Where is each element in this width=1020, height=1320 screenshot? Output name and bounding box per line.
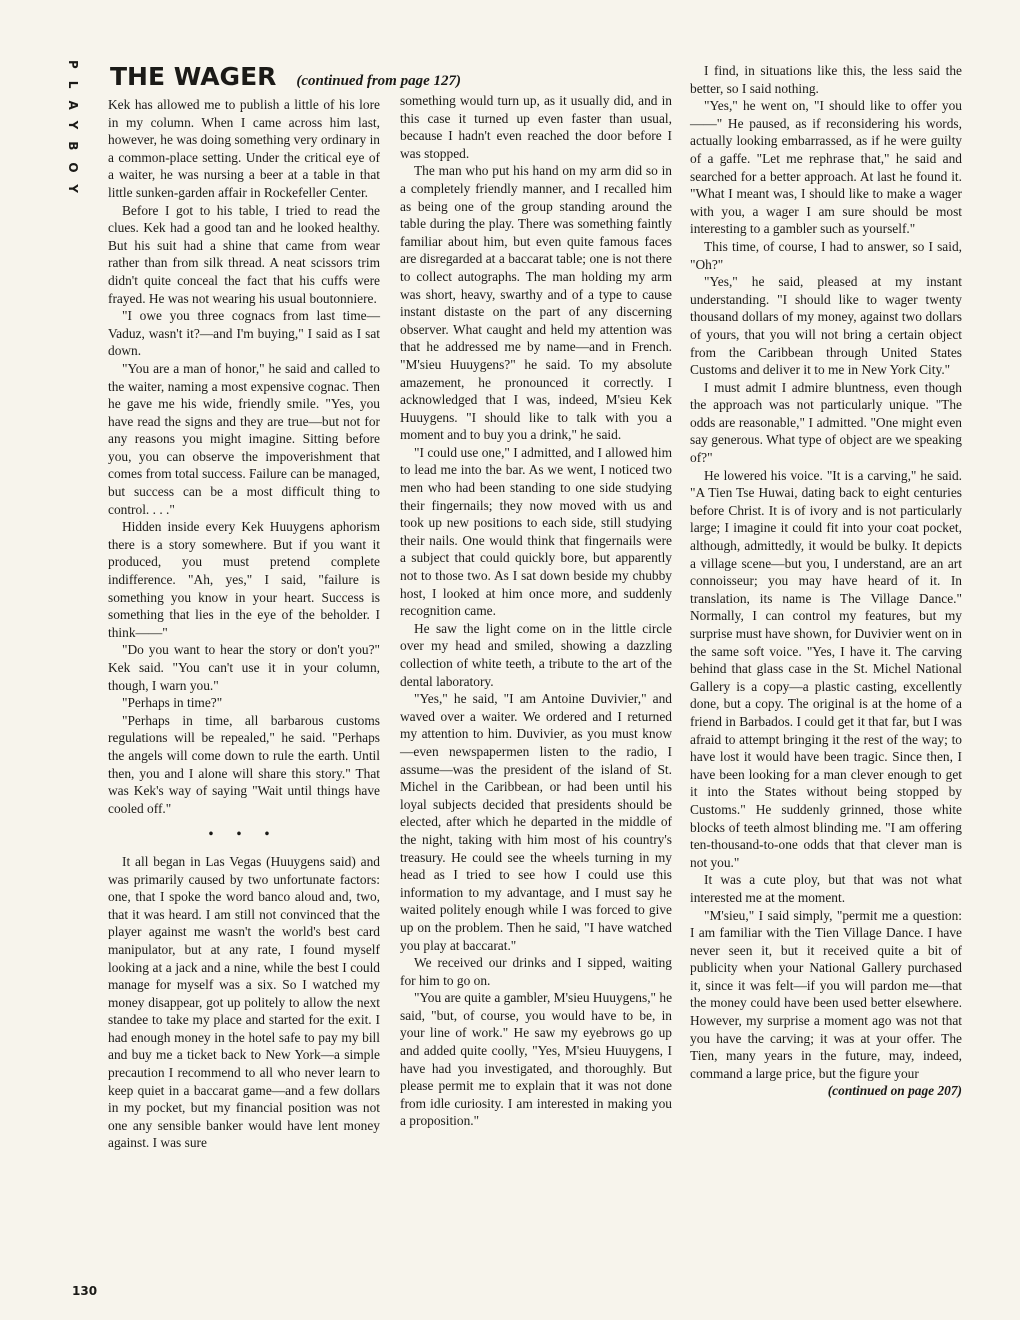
title-row [110,62,510,92]
paragraph: something would turn up, as it usually did, and in this case it turned up even faster than usual, because I hadn't even reached the door before I was stopped. [400,93,672,161]
paragraph: The man who put his hand on my arm did so in a completely friendly manner, and I recalled him as being one of the group standing around the table during the play. There was something faintly familiar about him, but even quite famous faces are disregarded at a baccarat table; one is not there to collect autographs. The man holding my arm was short, heavy, swarthy and of a type to cause instant distaste on the part of any discerning observer. What caught and held my attention was that he addressed me by name—and in French. "M'sieu Huuygens?" he said. To my absolute amazement, he pronounced it correctly. I acknowledged that I was, indeed, M'sieu Kek Huuygens. "I should like to talk with you a moment and to buy you a drink," he said. [400,163,672,443]
paragraph: "I could use one," I admitted, and I allowed him to lead me into the bar. As we went, I noticed two men who had been standing to one side studying their fingernails; they now moved with us and took up new positions to each side, still studying their nails. One would think that fingernails were a subject that could quickly bore, but apparently not to those two. As I sat down beside my chubby host, I looked at him once more, and suddenly recognition came. [400,444,672,619]
paragraph: Kek has allowed me to publish a little of his lore in my column. When I came across him last, however, he was doing something very ordinary in a common-place setting. Under the critical eye of a waiter, he was nursing a beer at a table in that little sunken-garden affair in Rockefeller Center. [108,97,380,200]
paragraph: This time, of course, I had to answer, so I said, "Oh?" [690,238,962,272]
paragraph: I must admit I admire bluntness, even though the approach was not particularly unique. "The odds are reasonable," I admitted. "One might even say generous. What type of object are we speaking of?" [690,379,962,466]
paragraph: "Yes," he said, "I am Antoine Duvivier," and waved over a waiter. We ordered and I returned my attention to him. Duvivier, as you must know—even newspapermen listen to the radio, I assume—was the president of the island of St. Michel in the Caribbean, or had been until his loyal subjects decided that presidents should be elected, after which he departed in the middle of the night, taking with him most of his country's treasury. He could see the wheels turning in my head as I tried to see how I could use this information to my advantage, and I must say he waited politely enough while I was forced to give up on the problem. Then he said, "I have watched you play at baccarat." [400,691,672,953]
paragraph: I find, in situations like this, the less said the better, so I said nothing. [690,63,962,96]
paragraph: "You are a man of honor," he said and called to the waiter, naming a most expensive cognac. Then he gave me his wide, friendly smile. "Yes, you have read the signs and they are true—but not for any reasons you might imagine. Sitting before you, you can observe the impoverishment that comes from total success. Failure can be managed, but success can be a most difficult thing to control. . . ." [108,360,380,517]
column-2 [400,92,672,1130]
page-number: 130 [72,1284,98,1298]
continued-on: (continued on page 207) [827,1083,962,1099]
section-separator: • • • [208,826,280,842]
paragraph: He lowered his voice. "It is a carving," he said. "A Tien Tse Huwai, dating back to eight centuries before Christ. It is of ivory and is not particularly large; I imagine it could fit into your coat pocket, although, admittedly, it would be bulky. It depicts a village scene—but you, I understand, are an art connoisseur; you may have heard of it. In translation, its name is The Village Dance." Normally, I can control my features, but my surprise must have shown, for Duvivier went on in the same soft voice. "Yes, I have it. The carving behind that glass case in the St. Michel National Gallery is a copy—a plastic casting, excellently done, but a copy. The original is at the home of a friend in Barbados. I could get it that far, but I was afraid to attempt bringing it the rest of the way; to have lost it would have been tragic. Since then, I have been looking for a man clever enough to get it into the States without being stopped by Customs." He suddenly grinned, those white blocks of teeth almost blinding me. "I am offering ten-thousand-to-one odds that that clever man is not you." [690,467,962,870]
paragraph: "Perhaps in time, all barbarous customs regulations will be repealed," he said. "Perhaps the angels will come down to rule the earth. Until then, you and I alone will share this story." That was Kek's way of saying "Wait until things have cooled off." [108,712,380,816]
paragraph: "I owe you three cognacs from last time—Vaduz, wasn't it?—and I'm buying," I said as I sat down. [108,308,380,359]
paragraph: "Yes," he went on, "I should like to offer you——" He paused, as if reconsidering his words, actually looking embarrassed, as if he were guilty of a gaffe. "Let me rephrase that," he said and searched for a better approach. At last he found it. "What I meant was, I should like to make a wager with you, a wager I am sure should be most interesting to a gambler such as yourself." [690,98,962,237]
paragraph: "You are quite a gambler, M'sieu Huuygens," he said, "but, of course, you would have to be, in your line of work." He saw my eyebrows go up and added quite coolly, "Yes, M'sieu Huuygens, I have had you investigated, and thoroughly. But please permit me to explain that it was not done from idle curiosity. I am interested in making you a proposition." [400,990,673,1129]
article-title: THE WAGER [110,62,277,91]
paragraph: "Yes," he said, pleased at my instant understanding. "I should like to wager twenty thousand dollars of my money, against two dollars of yours, that you will not bring a certain object from the Caribbean through United States Customs and deliver it to me in New York City." [690,274,962,378]
paragraph: Hidden inside every Kek Huuygens aphorism there is a story somewhere. But if you want it produced, you must pretend complete indifference. "Ah, yes," I said, "failure is something you know in your heart. Success is something that lies in the eye of the beholder. I think——" [108,519,380,640]
paragraph: It was a cute ploy, but that was not what interested me at the moment. [690,872,962,905]
paragraph: It all began in Las Vegas (Huuygens said) and was primarily caused by two unfortunate factors: one, that I spoke the word banco aloud and, two, that it was heard. I am still not convinced that the player against me wasn't the world's best card manipulator, but at any rate, I found myself looking at a jack and a nine, while the best I could manage for myself was a six. So I watched my money disappear, got up politely to allow the next standee to take my place and started for the exit. I had enough money in the hotel safe to pay my bill and buy me a ticket back to New York—a simple precaution I recommend to all who never learn to keep quiet in a baccarat game—and a few dollars in my pocket, but my financial position was not one any sensible banker would have lent money against. I was sure [108,853,380,1151]
paragraph: "M'sieu," I said simply, "permit me a question: I am familiar with the Tien Village Dance. I have never seen it, but it received quite a bit of publicity when your National Gallery purchased it, since it was felt—if you will pardon me—that the money could have been used better elsewhere. However, my surprise a moment ago was not that you have the carving; it was at your offer. The Tien, many years in the future, may, indeed, command a large price, but the figure your [690,907,962,1081]
paragraph: "Do you want to hear the story or don't you?" Kek said. "You can't use it in your column, though, I warn you." [108,642,380,693]
column-1 [108,96,380,1152]
paragraph: He saw the light come on in the little circle over my head and smiled, showing a dazzling collection of white teeth, a tribute to the art of the dental laboratory. [400,620,672,689]
paragraph: We received our drinks and I sipped, waiting for him to go on. [400,955,672,988]
paragraph: Before I got to his table, I tried to read the clues. Kek had a good tan and he looked healthy. But his suit had a shine that came from wear rather than from silk thread. A neat scissors trim didn't quite conceal the fact that his cuffs were frayed. He was not wearing his usual boutonniere. [108,202,380,306]
paragraph: "Perhaps in time?" [122,695,223,711]
magazine-name: PLAYBOY [66,60,80,205]
continued-from: (continued from page 127) [296,73,461,89]
column-3 [690,62,962,1100]
